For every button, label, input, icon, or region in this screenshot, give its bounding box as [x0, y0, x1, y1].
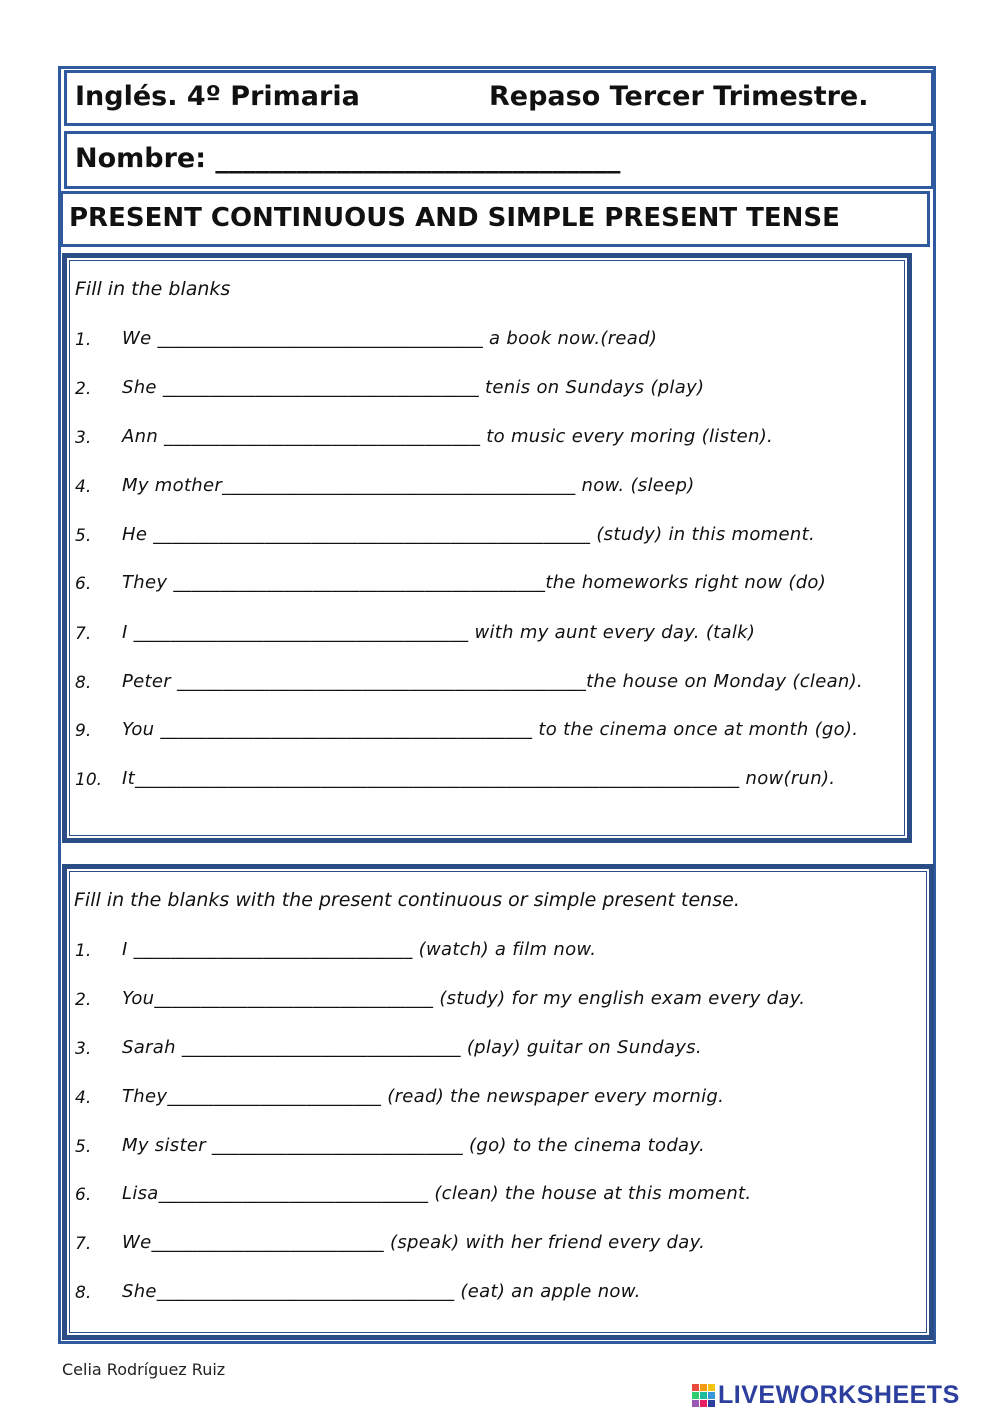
exercise-2-box	[62, 864, 934, 1340]
author-credit: Celia Rodríguez Ruiz	[62, 1360, 226, 1379]
item-text: My mother______________________________________ now. (sleep)	[122, 475, 695, 496]
item-text: She________________________________ (eat) an apple now.	[122, 1281, 641, 1302]
item-text: Lisa_____________________________ (clean) the house at this moment.	[122, 1183, 752, 1204]
item-text: Sarah ______________________________ (play) guitar on Sundays.	[122, 1037, 702, 1058]
item-number: 7.	[75, 1234, 92, 1254]
item-number: 9.	[75, 721, 92, 741]
item-number: 8.	[75, 673, 92, 693]
header-row-subject	[64, 70, 934, 126]
exercise-1-box	[62, 253, 912, 843]
item-number: 7.	[75, 624, 92, 644]
item-text: They ________________________________________the homeworks right now (do)	[122, 572, 827, 593]
item-text: I ______________________________ (watch) a film now.	[122, 939, 597, 960]
brand-label: LIVEWORKSHEETS	[718, 1380, 960, 1409]
item-number: 5.	[75, 1137, 92, 1157]
item-number: 2.	[75, 379, 92, 399]
item-text: My sister ___________________________ (go) to the cinema today.	[122, 1135, 705, 1156]
item-number: 1.	[75, 330, 92, 350]
header-row-name	[64, 131, 934, 189]
item-text: She __________________________________ tenis on Sundays (play)	[122, 377, 705, 398]
item-number: 6.	[75, 574, 92, 594]
review-label: Repaso Tercer Trimestre.	[489, 81, 869, 112]
item-number: 10.	[75, 770, 103, 790]
item-text: It_________________________________________________________________ now(run).	[122, 768, 836, 789]
name-field-label: Nombre: ______________________________	[75, 143, 621, 174]
header-row-topic	[60, 191, 930, 247]
item-number: 1.	[75, 941, 92, 961]
item-number: 5.	[75, 526, 92, 546]
topic-title: PRESENT CONTINUOUS AND SIMPLE PRESENT TENSE	[69, 203, 840, 233]
liveworksheets-logo-icon	[692, 1384, 715, 1407]
item-number: 4.	[75, 477, 92, 497]
item-text: They_______________________ (read) the newspaper every mornig.	[122, 1086, 725, 1107]
item-number: 4.	[75, 1088, 92, 1108]
item-text: We_________________________ (speak) with her friend every day.	[122, 1232, 706, 1253]
item-text: We ___________________________________ a book now.(read)	[122, 328, 658, 349]
exercise-1-title: Fill in the blanks	[75, 278, 231, 300]
item-text: He _______________________________________________ (study) in this moment.	[122, 524, 815, 545]
item-number: 6.	[75, 1185, 92, 1205]
liveworksheets-brand[interactable]	[692, 1380, 960, 1410]
item-text: Peter ____________________________________________the house on Monday (clean).	[122, 671, 863, 692]
item-number: 3.	[75, 428, 92, 448]
item-text: You______________________________ (study) for my english exam every day.	[122, 988, 806, 1009]
item-number: 2.	[75, 990, 92, 1010]
item-text: Ann __________________________________ to music every moring (listen).	[122, 426, 774, 447]
item-number: 3.	[75, 1039, 92, 1059]
item-text: I ____________________________________ with my aunt every day. (talk)	[122, 622, 756, 643]
item-text: You ________________________________________ to the cinema once at month (go).	[122, 719, 859, 740]
item-number: 8.	[75, 1283, 92, 1303]
subject-label: Inglés. 4º Primaria	[75, 81, 360, 112]
exercise-2-title: Fill in the blanks with the present continuous or simple present tense.	[74, 889, 740, 911]
